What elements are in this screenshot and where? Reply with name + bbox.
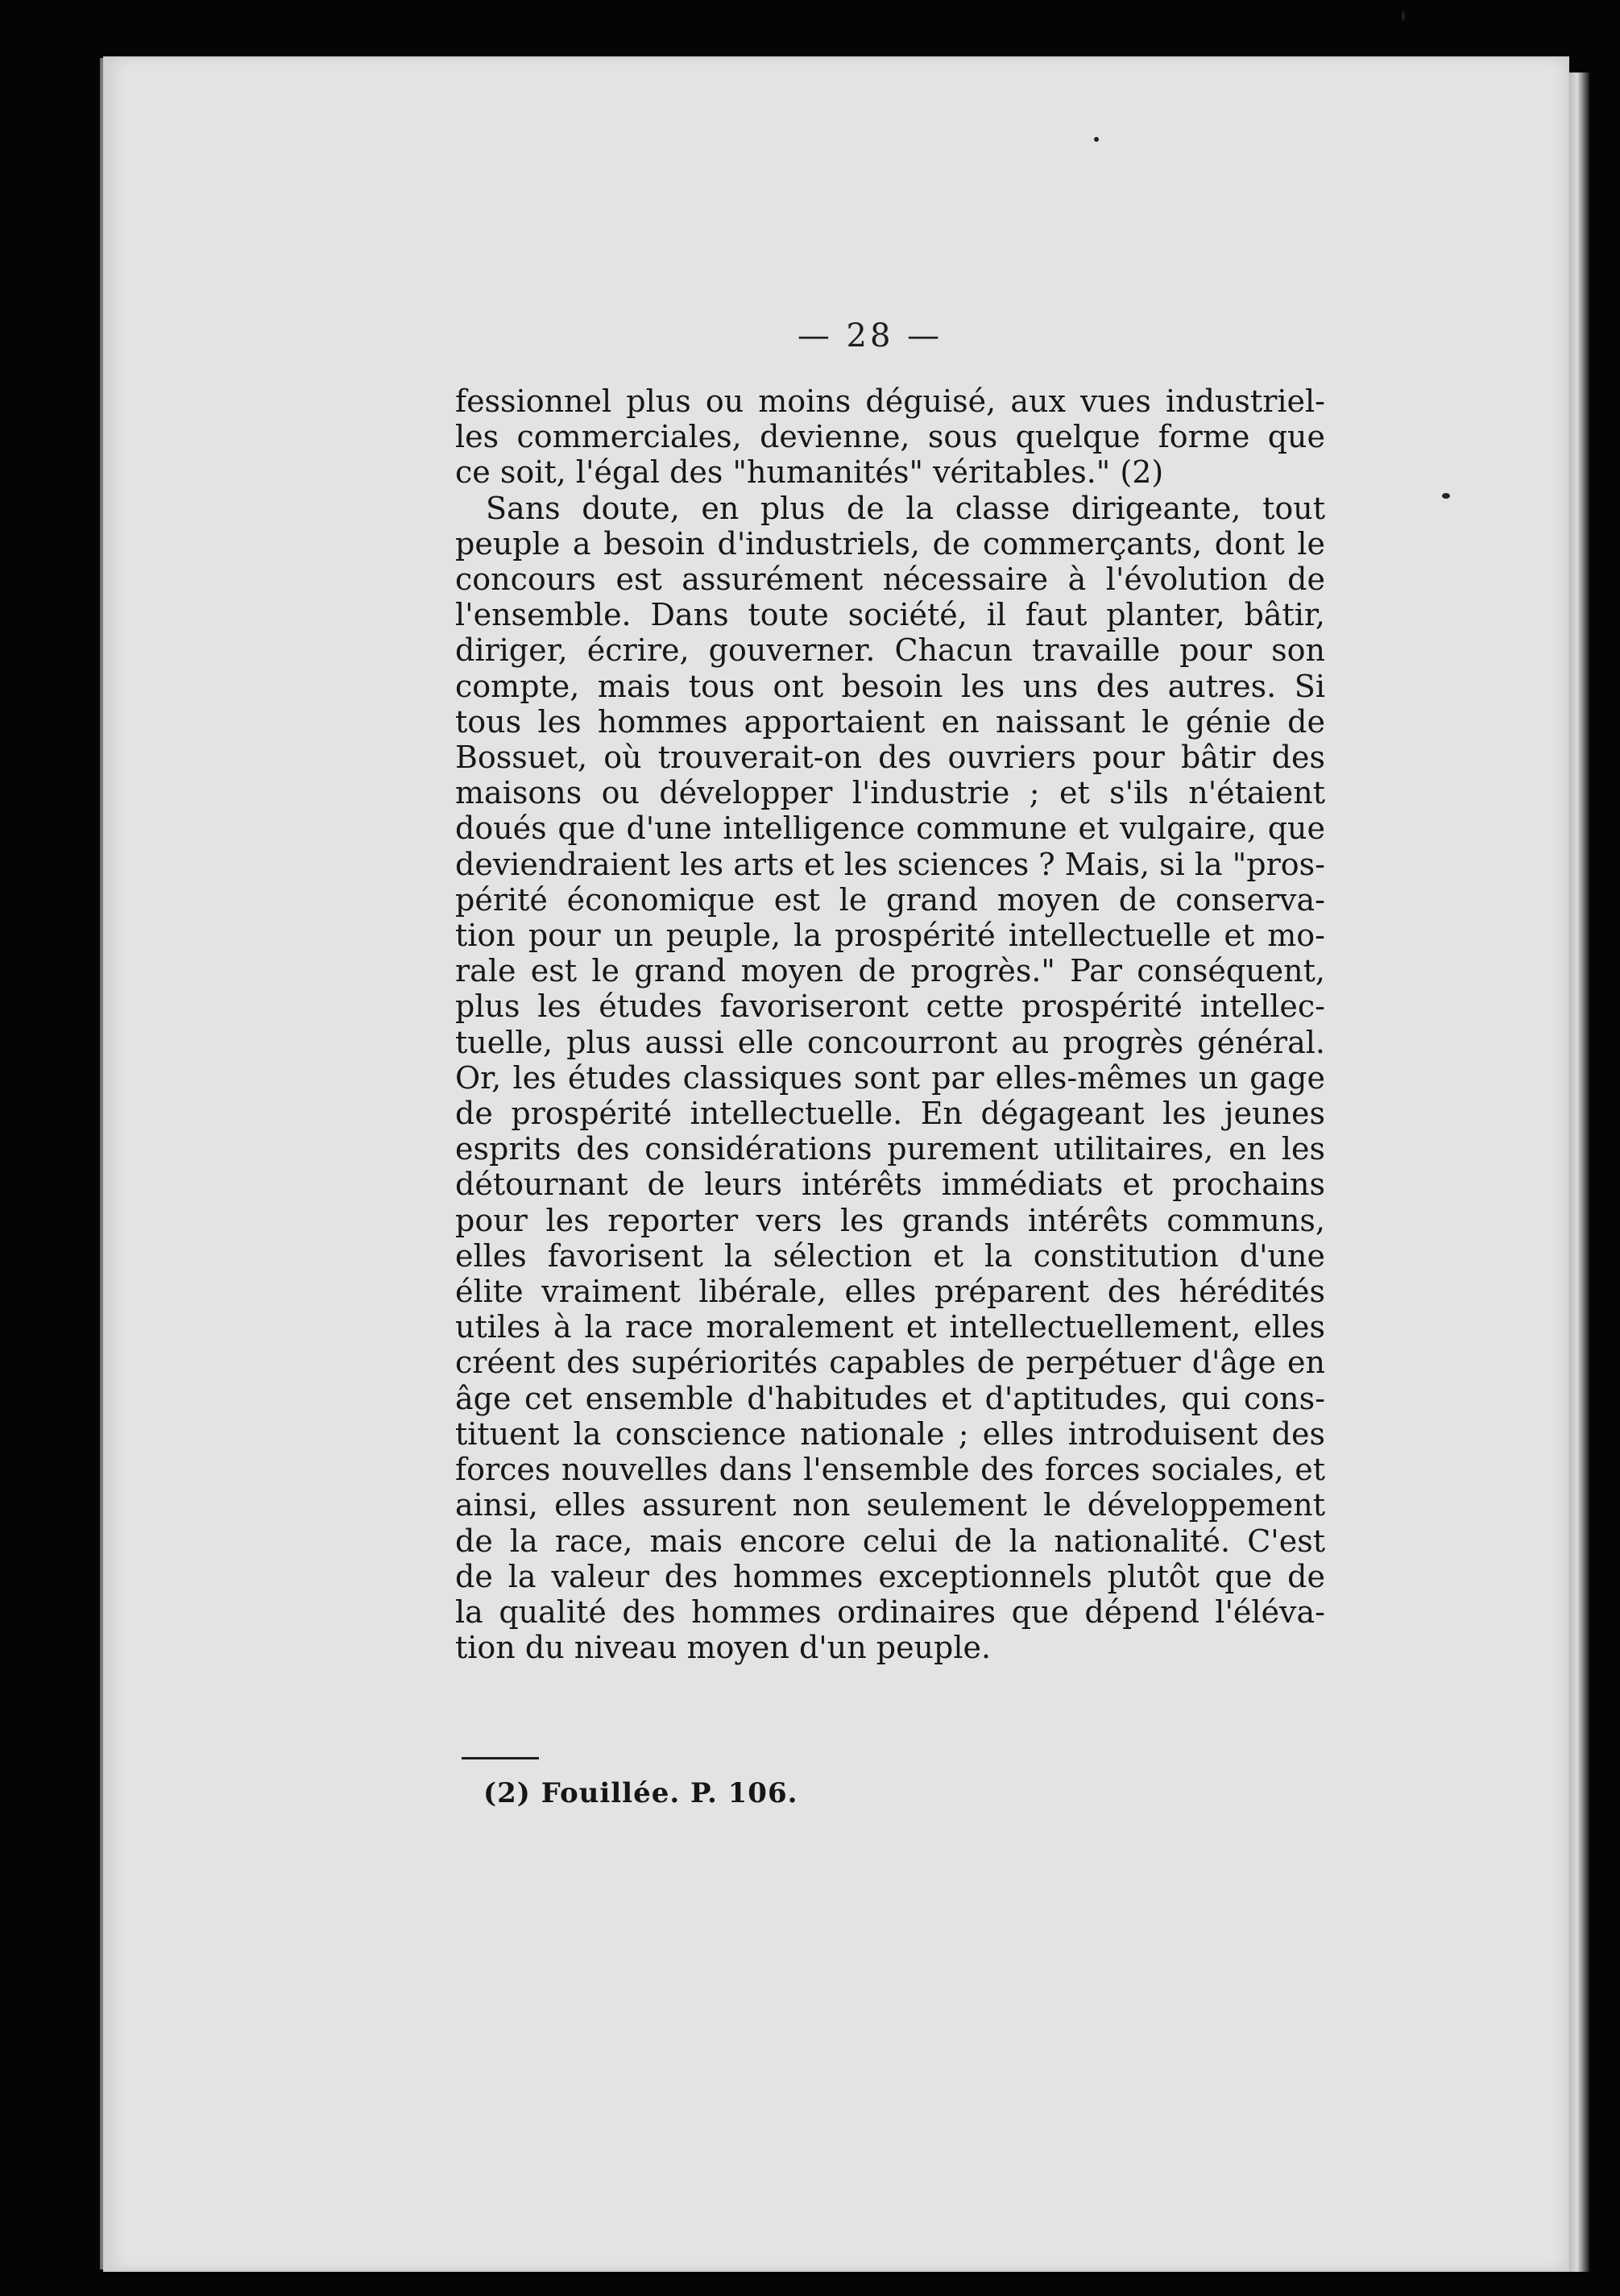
text-line: l'ensemble. Dans toute société, il faut planter, bâtir,	[455, 597, 1325, 633]
text-line: fessionnel plus ou moins déguisé, aux vues industriel-	[455, 383, 1325, 419]
text-line: tituent la conscience nationale ; elles introduisent des	[455, 1415, 1325, 1452]
text-line: les commerciales, devienne, sous quelque forme que	[455, 419, 1325, 455]
text-line: tion pour un peuple, la prospérité intellectuelle et mo-	[455, 918, 1325, 954]
text-line: Sans doute, en plus de la classe dirigeante, tout	[486, 490, 1325, 526]
text-line: périté économique est le grand moyen de conserva-	[455, 881, 1325, 918]
scan-speck	[1094, 137, 1099, 142]
text-line: tion du niveau moyen d'un peuple.	[455, 1630, 992, 1666]
footnote: (2) Fouillée. P. 106.	[483, 1777, 798, 1809]
text-line: doués que d'une intelligence commune et vulgaire, que	[455, 810, 1325, 847]
text-line: rale est le grand moyen de progrès." Par conséquent,	[455, 953, 1325, 989]
text-line: de la valeur des hommes exceptionnels plutôt que de	[455, 1558, 1325, 1594]
text-line: peuple a besoin d'industriels, de commerçants, dont le	[455, 525, 1325, 562]
text-line: elles favorisent la sélection et la constitution d'une	[455, 1237, 1325, 1274]
text-line: forces nouvelles dans l'ensemble des forces sociales, et	[455, 1452, 1325, 1488]
text-line: tous les hommes apportaient en naissant le génie de	[455, 703, 1325, 740]
text-line: Or, les études classiques sont par elles-mêmes un gage	[455, 1059, 1325, 1096]
scan-speck	[1442, 493, 1450, 499]
scan-speck	[1402, 11, 1405, 21]
text-line: la qualité des hommes ordinaires que dépend l'éléva-	[455, 1594, 1325, 1630]
page-number: — 28 —	[797, 317, 943, 354]
text-line: créent des supériorités capables de perpétuer d'âge en	[455, 1345, 1325, 1381]
text-line: esprits des considérations purement utilitaires, en les	[455, 1131, 1325, 1167]
text-line: maisons ou développer l'industrie ; et s'ils n'étaient	[455, 775, 1325, 811]
text-line: pour les reporter vers les grands intérêts communs,	[455, 1202, 1325, 1238]
text-line: concours est assurément nécessaire à l'évolution de	[455, 562, 1325, 598]
text-line: Bossuet, où trouverait-on des ouvriers pour bâtir des	[455, 740, 1325, 776]
text-line: diriger, écrire, gouverner. Chacun travaille pour son	[455, 632, 1325, 669]
text-line: compte, mais tous ont besoin les uns des autres. Si	[455, 668, 1325, 704]
text-line: de la race, mais encore celui de la nationalité. C'est	[455, 1523, 1325, 1559]
text-line: détournant de leurs intérêts immédiats et prochains	[455, 1167, 1325, 1203]
footnote-divider	[462, 1757, 539, 1759]
page-right-edge	[1569, 73, 1589, 2272]
body-text	[455, 383, 1325, 1665]
text-line: deviendraient les arts et les sciences ? Mais, si la "pros-	[455, 846, 1325, 882]
text-line: ce soit, l'égal des "humanités" véritables." (2)	[455, 454, 1164, 491]
text-line: de prospérité intellectuelle. En dégageant les jeunes	[455, 1096, 1325, 1132]
text-line: utiles à la race moralement et intellectuellement, elles	[455, 1309, 1325, 1345]
text-line: plus les études favoriseront cette prospérité intellec-	[455, 988, 1325, 1025]
text-line: élite vraiment libérale, elles préparent des hérédités	[455, 1274, 1325, 1310]
text-line: ainsi, elles assurent non seulement le développement	[455, 1487, 1325, 1523]
text-line: tuelle, plus aussi elle concourront au progrès général.	[455, 1024, 1325, 1060]
text-line: âge cet ensemble d'habitudes et d'aptitudes, qui cons-	[455, 1380, 1325, 1416]
